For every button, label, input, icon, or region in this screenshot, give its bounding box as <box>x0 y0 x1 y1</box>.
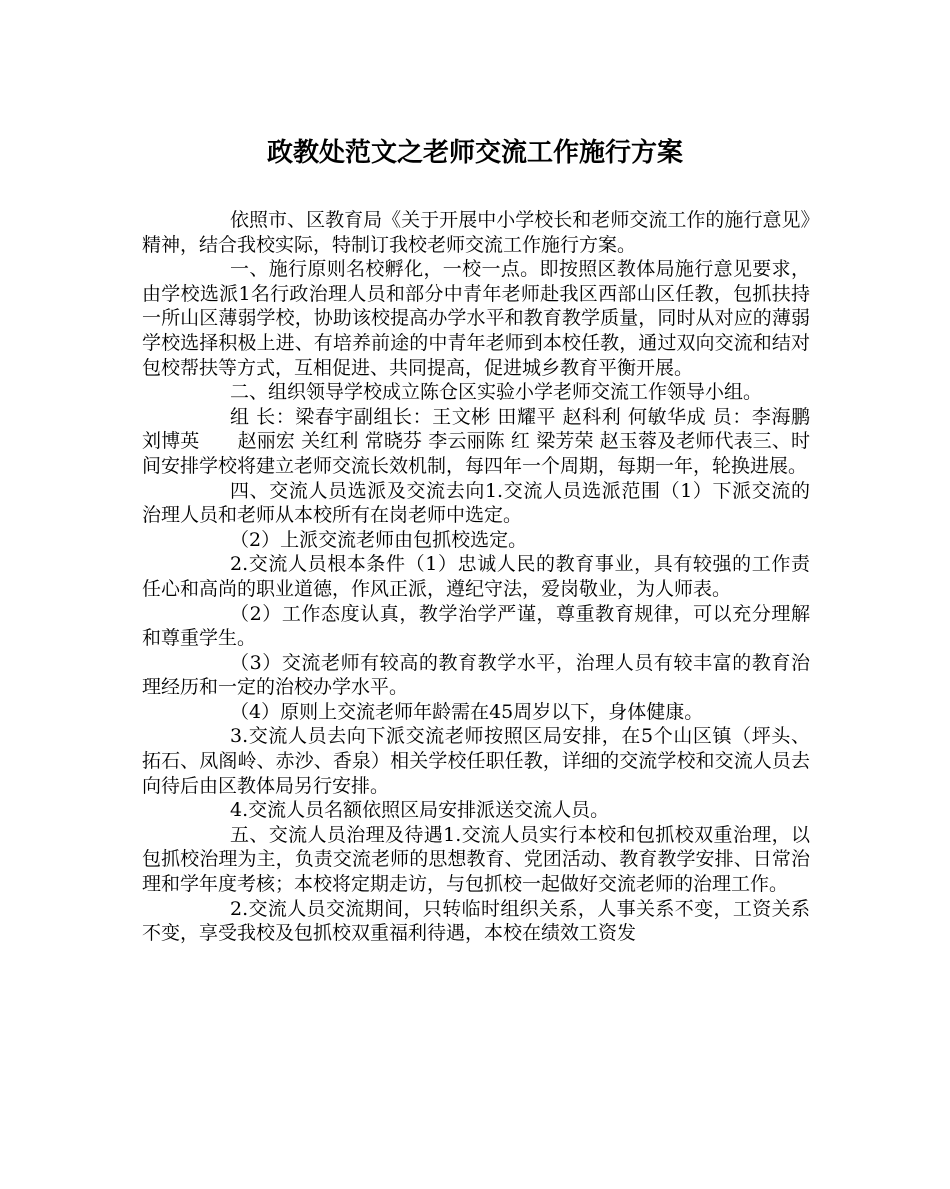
paragraph-item: （2）工作态度认真，教学治学严谨，尊重教育规律，可以充分理解和尊重学生。 <box>142 602 810 650</box>
document-title: 政教处范文之老师交流工作施行方案 <box>266 138 683 168</box>
document-body <box>142 208 810 946</box>
paragraph-item: （4）原则上交流老师年龄需在45周岁以下，身体健康。 <box>230 700 704 723</box>
paragraph-section-5: 五、交流人员治理及待遇1.交流人员实行本校和包抓校双重治理，以包抓校治理为主，负责交流老师的思想教育、党团活动、教育教学安排、日常治理和学年度考核；本校将定期走访，与包抓校一起做好交流老师的治理工作。 <box>142 823 810 896</box>
paragraph-item: （3）交流老师有较高的教育教学水平，治理人员有较丰富的教育治理经历和一定的治校办学水平。 <box>142 651 810 699</box>
paragraph-item: 4.交流人员名额依照区局安排派送交流人员。 <box>230 799 610 822</box>
paragraph-item: （2）上派交流老师由包抓校选定。 <box>230 528 528 551</box>
paragraph-members: 组 长：梁春宇副组长：王文彬 田耀平 赵科利 何敏华成 员：李海鹏 刘博英 赵丽宏 关红利 常晓芬 李云丽陈 红 梁芳荣 赵玉蓉及老师代表三、时间安排学校将建立老师交流长效机制，每四年一个周期，每期一年，轮换进展。 <box>142 405 810 477</box>
paragraph-section-1: 一、施行原则名校孵化，一校一点。即按照区教体局施行意见要求，由学校选派1名行政治理人员和部分中青年老师赴我区西部山区任教，包抓扶持一所山区薄弱学校，协助该校提高办学水平和教育教学质量，同时从对应的薄弱学校选择积极上进、有培养前途的中青年老师到本校任教，通过双向交流和结对包校帮扶等方式，互相促进、共同提高，促进城乡教育平衡开展。 <box>142 258 810 379</box>
paragraph-section-2: 二、组织领导学校成立陈仓区实验小学老师交流工作领导小组。 <box>230 381 763 404</box>
paragraph-section-4: 四、交流人员选派及交流去向1.交流人员选派范围（1）下派交流的治理人员和老师从本校所有在岗老师中选定。 <box>142 479 810 527</box>
paragraph-item: 2.交流人员交流期间，只转临时组织关系，人事关系不变，工资关系不变，享受我校及包抓校双重福利待遇，本校在绩效工资发 <box>142 897 810 945</box>
paragraph-intro: 依照市、区教育局《关于开展中小学校长和老师交流工作的施行意见》精神，结合我校实际，特制订我校老师交流工作施行方案。 <box>142 209 810 256</box>
paragraph-item: 2.交流人员根本条件（1）忠诚人民的教育事业，具有较强的工作责任心和高尚的职业道德，作风正派，遵纪守法，爱岗敬业，为人师表。 <box>142 553 810 600</box>
paragraph-item: 3.交流人员去向下派交流老师按照区局安排，在5个山区镇（坪头、拓石、凤阁岭、赤沙、香泉）相关学校任职任教，详细的交流学校和交流人员去向待后由区教体局另行安排。 <box>142 725 810 797</box>
